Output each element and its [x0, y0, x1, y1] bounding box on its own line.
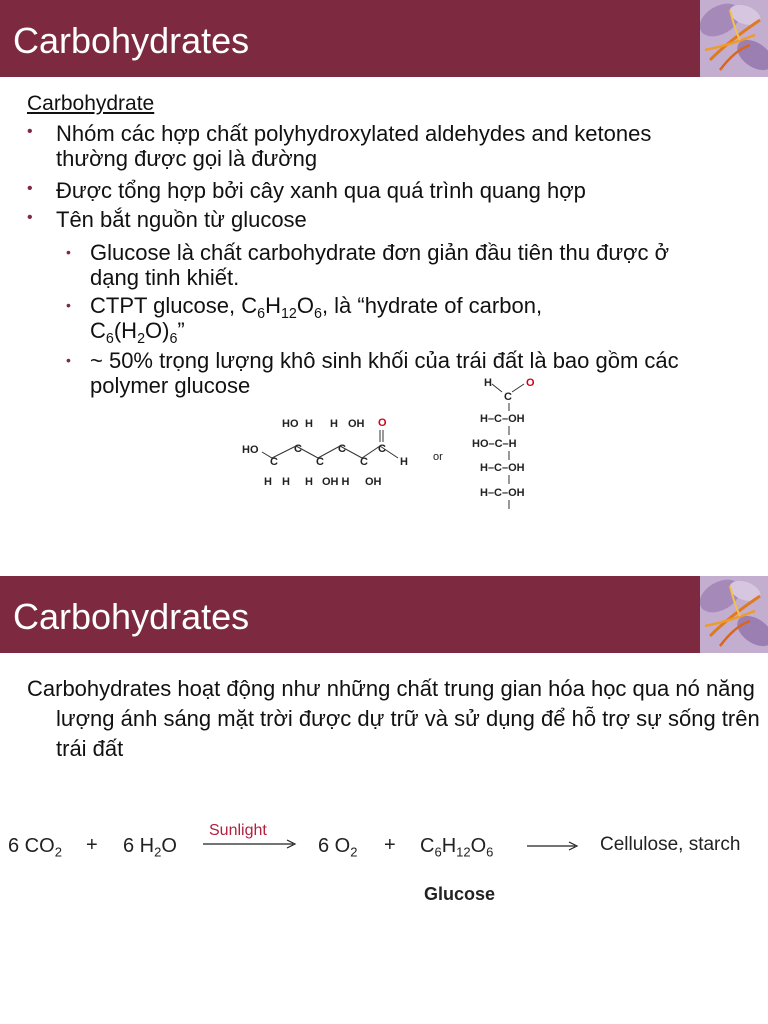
section-heading: Carbohydrate	[27, 92, 155, 115]
slide2-paragraph: Carbohydrates hoạt động như những chất trung gian hóa học qua nó năng lượng ánh sáng mặt trời được dự trữ và sử dụng để hỗ trợ sự sống trên trái đất	[27, 676, 760, 761]
flower-icon	[700, 0, 768, 77]
eq-condition: Sunlight	[209, 822, 267, 839]
flower-icon	[700, 576, 768, 653]
saffron-flower-image	[700, 576, 768, 653]
zigzag-left-label: HO	[242, 444, 259, 456]
sub-bullet-marker: •	[66, 297, 71, 313]
zigzag-bottom-label: H	[282, 476, 290, 488]
zigzag-carbon: C	[378, 443, 386, 455]
eq-reactant-h2o: 6 $H_2O$	[123, 835, 177, 860]
fischer-row: H–C–OH	[480, 413, 525, 425]
eq-final-products: Cellulose, starch	[600, 834, 741, 855]
sub-bullet-1: Glucose là chất carbohydrate đơn giản đầu tiên thu được ở dạng tinh khiết.	[90, 240, 670, 290]
bullet-marker: •	[27, 123, 33, 140]
eq-plus: +	[384, 834, 396, 856]
zigzag-bottom-label: OH	[365, 476, 382, 488]
eq-arrow-icon	[203, 838, 299, 850]
zigzag-carbon: C	[338, 443, 346, 455]
bullet-marker: •	[27, 209, 33, 226]
slide-title: Carbohydrates	[13, 20, 250, 61]
title-bar	[0, 576, 700, 653]
sub-bullet-marker: •	[66, 244, 71, 260]
fischer-row: HO–C–H	[472, 438, 517, 450]
eq-arrow-icon	[527, 840, 579, 852]
bullet-marker: •	[27, 180, 33, 197]
fischer-top-o: O	[526, 377, 535, 389]
or-label: or	[433, 451, 443, 463]
eq-reactant-co2: 6 $CO_2$	[8, 835, 62, 860]
zigzag-carbon: C	[294, 443, 302, 455]
bullet-2: Được tổng hợp bởi cây xanh qua quá trình quang hợp	[56, 178, 586, 203]
glucose-zigzag-structure	[242, 417, 408, 488]
zigzag-bottom-label: H	[264, 476, 272, 488]
fischer-top-c: C	[504, 391, 512, 403]
zigzag-top-label: HO	[282, 418, 299, 430]
zigzag-carbon: C	[316, 456, 324, 468]
saffron-flower-image	[700, 0, 768, 77]
fischer-row: H–C–OH	[480, 487, 525, 499]
title-bar	[0, 0, 700, 77]
bullet-3: Tên bắt nguồn từ glucose	[56, 207, 307, 232]
eq-plus: +	[86, 834, 98, 856]
glucose-fischer-projection	[472, 377, 539, 512]
fischer-row: H–C–OH	[480, 462, 525, 474]
glucose-structure-figure	[230, 370, 560, 512]
zigzag-top-label: H	[330, 418, 338, 430]
eq-glucose-label: Glucose	[424, 884, 496, 904]
slide-separator	[0, 512, 768, 576]
zigzag-carbon: C	[270, 456, 278, 468]
fischer-top-h: H	[484, 377, 492, 389]
zigzag-carbon: C	[360, 456, 368, 468]
eq-product-o2: 6 $O_2$	[318, 835, 358, 860]
zigzag-bottom-label: H	[305, 476, 313, 488]
zigzag-oxygen: O	[378, 417, 387, 429]
eq-product-glucose: $C_6H_{12}O_6$	[420, 835, 494, 860]
sub-bullet-3: ~ 50% trọng lượng khô sinh khối của trái đất là bao gồm các polymer glucose	[90, 348, 679, 398]
slide-2	[0, 576, 768, 1024]
bullet-1: Nhóm các hợp chất polyhydroxylated aldehydes and ketones thường được gọi là đường	[56, 121, 652, 171]
zigzag-h: H	[400, 456, 408, 468]
sub-bullet-marker: •	[66, 352, 71, 368]
zigzag-top-label: OH	[348, 418, 365, 430]
zigzag-bottom-label: OH H	[322, 476, 350, 488]
sub-bullet-2: CTPT glucose, $C_6H_{12}O_6$, là “hydrate of carbon, $C_6(H_2O)_6$”	[90, 293, 543, 347]
zigzag-top-label: H	[305, 418, 313, 430]
slide-title: Carbohydrates	[13, 596, 250, 637]
